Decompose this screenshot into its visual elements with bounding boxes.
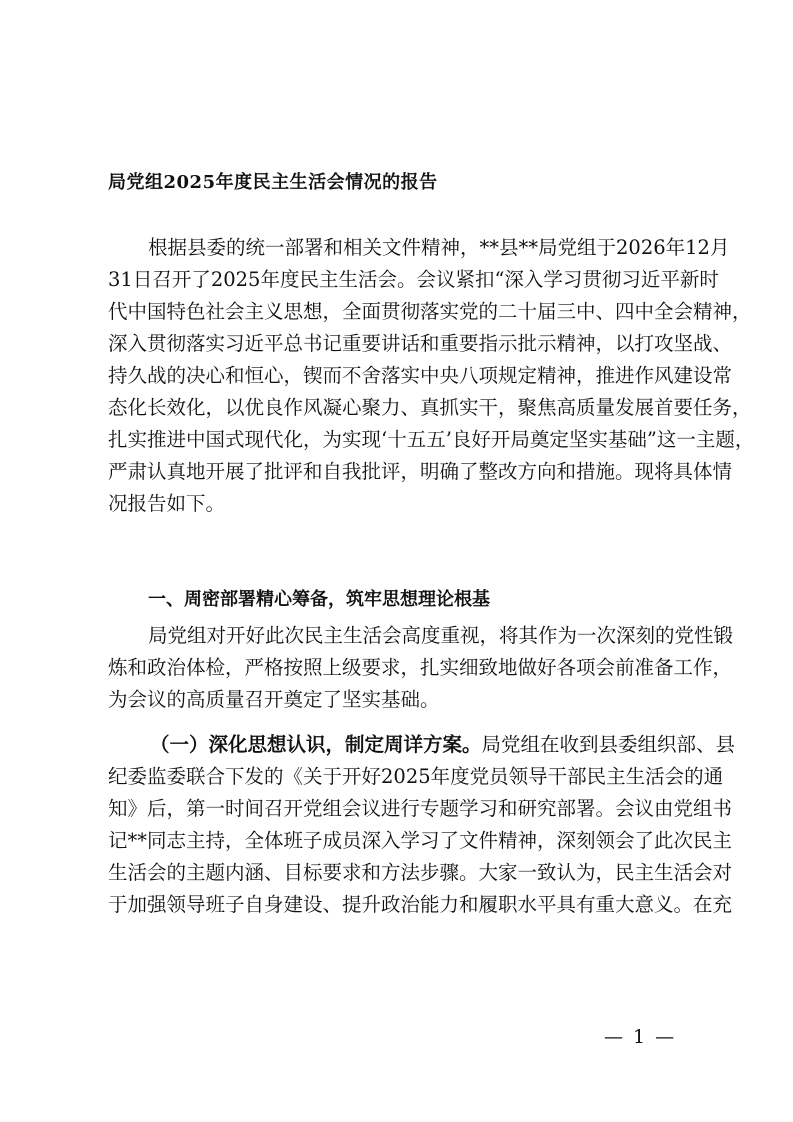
paragraph-line: 生活会的主题内涵、目标要求和方法步骤。大家一致认为，民主生活会对: [108, 861, 733, 884]
paragraph-line: 严肃认真地开展了批评和自我批评，明确了整改方向和措施。现将具体情: [108, 460, 733, 483]
paragraph-line: 持久战的决心和恒心，锲而不舍落实中央八项规定精神，推进作风建设常: [108, 364, 733, 387]
paragraph-text: 局党组在收到县委组织部、县: [481, 733, 736, 756]
paragraph-line: [150, 732, 736, 758]
paragraph-line: 于加强领导班子自身建设、提升政治能力和履职水平具有重大意义。在充: [108, 893, 733, 916]
paragraph-line: 局党组对开好此次民主生活会高度重视，将其作为一次深刻的党性锻: [148, 624, 734, 647]
paragraph-line: 记**同志主持，全体班子成员深入学习了文件精神，深刻领会了此次民主: [108, 829, 733, 852]
document-title: 局党组2025年度民主生活会情况的报告: [108, 172, 438, 193]
paragraph-line: 31日召开了2025年度民主生活会。会议紧扣“深入学习贯彻习近平新时: [108, 268, 719, 291]
paragraph-line: 根据县委的统一部署和相关文件精神，**县**局党组于2026年12月: [148, 236, 730, 259]
paragraph-line: 态化长效化，以优良作风凝心聚力、真抓实干，聚焦高质量发展首要任务，: [108, 396, 752, 419]
paragraph-line: 知》后，第一时间召开党组会议进行专题学习和研究部署。会议由党组书: [108, 797, 733, 820]
paragraph-line: 代中国特色社会主义思想，全面贯彻落实党的二十届三中、四中全会精神，: [108, 300, 752, 323]
section-heading: 一、周密部署精心筹备，筑牢思想理论根基: [148, 589, 490, 610]
paragraph-line: 纪委监委联合下发的《关于开好2025年度党员领导干部民主生活会的通: [108, 765, 724, 788]
paragraph-line: 炼和政治体检，严格按照上级要求，扎实细致地做好各项会前准备工作，: [108, 656, 733, 679]
paragraph-line: 为会议的高质量召开奠定了坚实基础。: [108, 688, 440, 711]
paragraph-line: 况报告如下。: [108, 492, 226, 515]
subheading: （一）深化思想认识，制定周详方案。: [150, 733, 482, 756]
paragraph-line: 扎实推进中国式现代化，为实现‘十五五’良好开局奠定坚实基础”这一主题，: [108, 428, 755, 451]
page-number: — 1 —: [604, 1026, 677, 1048]
paragraph-line: 深入贯彻落实习近平总书记重要讲话和重要指示批示精神，以打攻坚战、: [108, 332, 733, 355]
